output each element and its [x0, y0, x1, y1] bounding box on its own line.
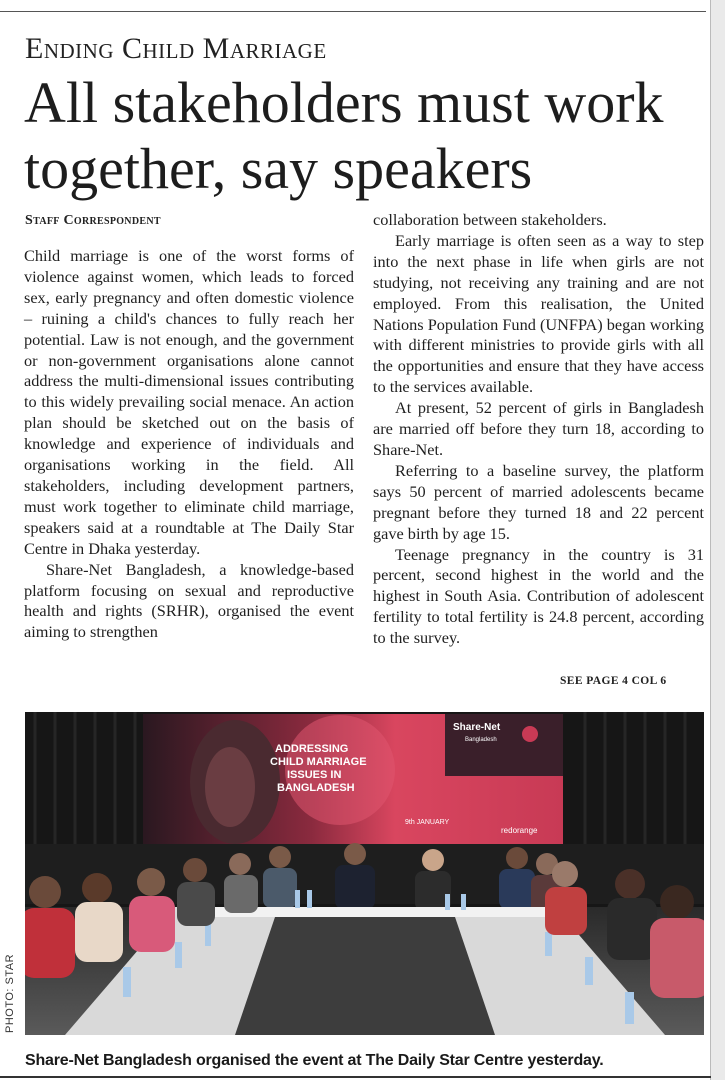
event-photo — [25, 712, 704, 1035]
share-net-logo-sub: Bangladesh — [465, 737, 497, 743]
photo-credit-text: PHOTO: STAR — [4, 953, 16, 1033]
kicker: Ending Child Marriage — [25, 32, 327, 65]
paragraph: Child marriage is one of the worst forms of violence against women, which leads to forced sex, early pregnancy and often domestic violence – ruining a child's chances to fully reach her potential. Law is not enough, and the government or non-government organisations alone cannot address the multi-dimensional issues contributing to this widely prevailing social menace. An action plan should be sketched out on the basis of knowledge and experience of individuals and organisations working in the field. All stakeholders, including development partners, must work together to eliminate child marriage, speakers said at a roundtable at The Daily Star Centre in Dhaka yesterday. — [24, 246, 354, 558]
paragraph: collaboration between stakeholders. — [373, 210, 607, 229]
sponsor-logo: redorange — [501, 826, 538, 835]
banner-title-line: ADDRESSING — [275, 743, 349, 755]
share-net-logo: Share-Net — [453, 722, 501, 733]
banner-title-line: ISSUES IN — [287, 769, 342, 781]
photo-caption: Share-Net Bangladesh organised the event at The Daily Star Centre yesterday. — [25, 1052, 604, 1069]
top-rule — [0, 11, 706, 12]
paragraph: At present, 52 percent of girls in Bangladesh are married off before they turn 18, according to Share-Net. — [373, 398, 704, 459]
byline: Staff Correspondent — [25, 213, 161, 228]
headline: All stakeholders must work together, say speakers — [24, 70, 664, 201]
banner-date: 9th JANUARY — [405, 819, 450, 826]
continuation-jump[interactable]: SEE PAGE 4 COL 6 — [560, 675, 667, 687]
photo-credit — [1, 947, 21, 1037]
paragraph: Early marriage is often seen as a way to step into the next phase in life when girls are not studying, not receiving any training and are not employed. From this realisation, the United Nations Population Fund (UNFPA) began working with different ministries to provide girls with all the opportunities and ensure that they have access to the services available. — [373, 230, 704, 397]
banner-title-line: CHILD MARRIAGE — [270, 756, 367, 768]
event-banner — [143, 714, 563, 844]
bottom-rule — [0, 1076, 711, 1078]
event-photo-illustration — [25, 712, 704, 1035]
paragraph: Teenage pregnancy in the country is 31 percent, second highest in the world and the highest in South Asia. Contribution of adolescent fertility to total fertility is 24.8 percent, according to the survey. — [373, 544, 704, 648]
banner-title-line: BANGLADESH — [277, 782, 355, 794]
paragraph: Referring to a baseline survey, the platform says 50 percent of married adolescents became pregnant before they turned 18 and 22 percent gave birth by age 15. — [373, 460, 704, 543]
article-column-left — [24, 246, 354, 643]
article-column-right — [373, 210, 704, 649]
paragraph: Share-Net Bangladesh, a knowledge-based platform focusing on sexual and reproductive health and rights (SRHR), organised the event aiming to strengthen — [24, 559, 354, 642]
